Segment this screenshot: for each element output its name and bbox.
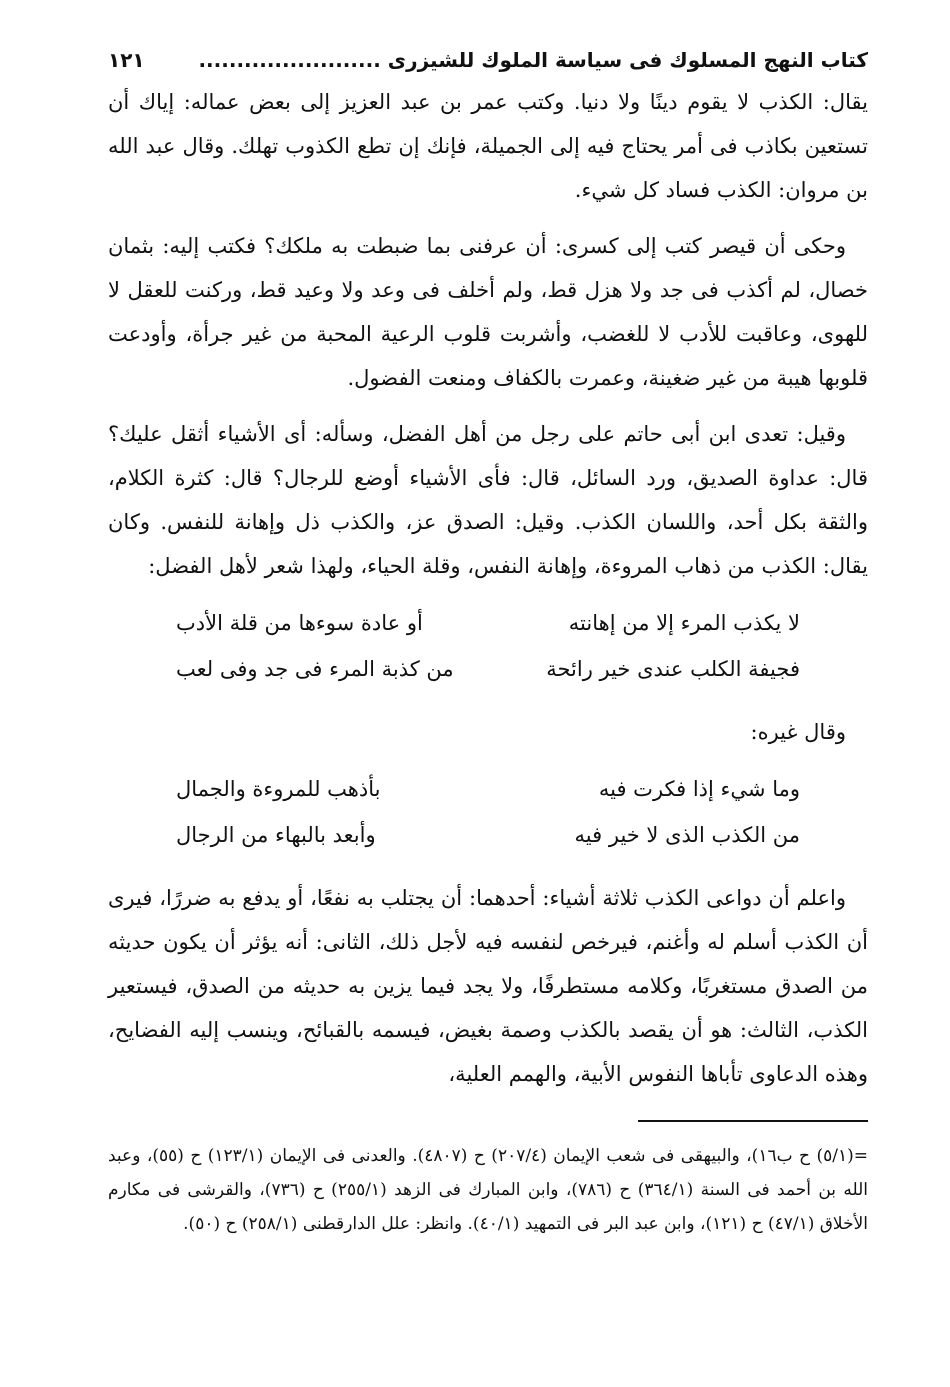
footnote: =(٥/١) ح ب١٦)، والبيهقى فى شعب الإيمان (٢٠٧/٤) ح (٤٨٠٧). والعدنى فى الإيمان (١٢٣/١) ح (٥٥)، وعبد الله بن أحمد فى السنة (٣٦٤/١) ح (٧٨٦)، وابن المبارك فى الزهد (٢٥٥/١) ح (٧٣٦)، والقرشى فى مكارم الأخلاق (٤٧/١) ح (١٢١)، وابن عبد البر فى التمهيد (٤٠/١). وانظر: علل الدارقطنى (٢٥٨/١) ح (٥٠). [108, 1146, 869, 1234]
book-title: كتاب النهج المسلوك فى سياسة الملوك للشيزرى [387, 48, 868, 72]
poem-2-intro: وقال غيره: [750, 720, 846, 744]
verse-line [108, 812, 868, 858]
poem-2 [108, 766, 868, 858]
paragraph-3: وقيل: تعدى ابن أبى حاتم على رجل من أهل الفضل، وسأله: أى الأشياء أثقل عليك؟ قال: عداوة الصديق، ورد السائل، قال: فأى الأشياء أوضع للرجال؟ قال: كثرة الكلام، والثقة بكل أحد، واللسان الكذب. وقيل: الصدق عز، والكذب ذل وإهانة للنفس. وكان يقال: الكذب من ذهاب المروءة، وإهانة النفس، وقلة الحياء، ولهذا شعر لأهل الفضل: [108, 422, 868, 578]
paragraph-1: يقال: الكذب لا يقوم دينًا ولا دنيا. وكتب عمر بن عبد العزيز إلى بعض عماله: إياك أن تستعين بكاذب فى أمر يحتاج فيه إلى الجميلة، فإنك إن تطع الكذوب تهلك. وقال عبد الله بن مروان: الكذب فساد كل شيء. [108, 90, 868, 202]
header-dot-leader: ........................ [198, 48, 381, 72]
verse-first-hemistich: فجيفة الكلب عندى خير رائحة [546, 657, 800, 681]
verse-first-hemistich: من الكذب الذى لا خير فيه [574, 823, 800, 847]
verse-second-hemistich: من كذبة المرء فى جد وفى لعب [176, 657, 454, 681]
verse-first-hemistich: لا يكذب المرء إلا من إهانته [568, 611, 800, 635]
footnote-separator [638, 1120, 868, 1122]
poem-1 [108, 600, 868, 692]
verse-second-hemistich: وأبعد بالبهاء من الرجال [176, 823, 376, 847]
verse-line [108, 766, 868, 812]
paragraph-2: وحكى أن قيصر كتب إلى كسرى: أن عرفنى بما ضبطت به ملكك؟ فكتب إليه: بثمان خصال، لم أكذب فى جد ولا هزل قط، ولم أخلف فى وعد ولا وعيد قط، وركنت للعقل لا للهوى، وعاقبت للأدب لا للغضب، وأشربت قلوب الرعية المحبة من غير جرأة، وأودعت قلوبها هيبة من غير ضغينة، وعمرت بالكفاف ومنعت الفضول. [108, 234, 868, 390]
paragraph-4: واعلم أن دواعى الكذب ثلاثة أشياء: أحدهما: أن يجتلب به نفعًا، أو يدفع به ضررًا، فيرى أن الكذب أسلم له وأغنم، فيرخص لنفسه فيه لأجل ذلك، الثانى: أنه يؤثر أن يكون حديثه من الصدق مستغربًا، وكلامه مستطرفًا، ولا يجد فيما يزين به حديثه من الصدق، فيستعير الكذب، الثالث: هو أن يقصد بالكذب وصمة بغيض، فيسمه بالقبائح، وينسب إليه الفضايح، وهذه الدعاوى تأباها النفوس الأبية، والهمم العلية، [108, 886, 868, 1086]
verse-second-hemistich: أو عادة سوءها من قلة الأدب [176, 611, 423, 635]
verse-line [108, 600, 868, 646]
page-number: ١٢١ [108, 48, 145, 72]
running-header [108, 40, 868, 80]
verse-first-hemistich: وما شيء إذا فكرت فيه [598, 777, 800, 801]
running-title [198, 40, 868, 80]
verse-line [108, 646, 868, 692]
book-page [108, 40, 868, 1258]
verse-second-hemistich: بأذهب للمروءة والجمال [176, 777, 381, 801]
